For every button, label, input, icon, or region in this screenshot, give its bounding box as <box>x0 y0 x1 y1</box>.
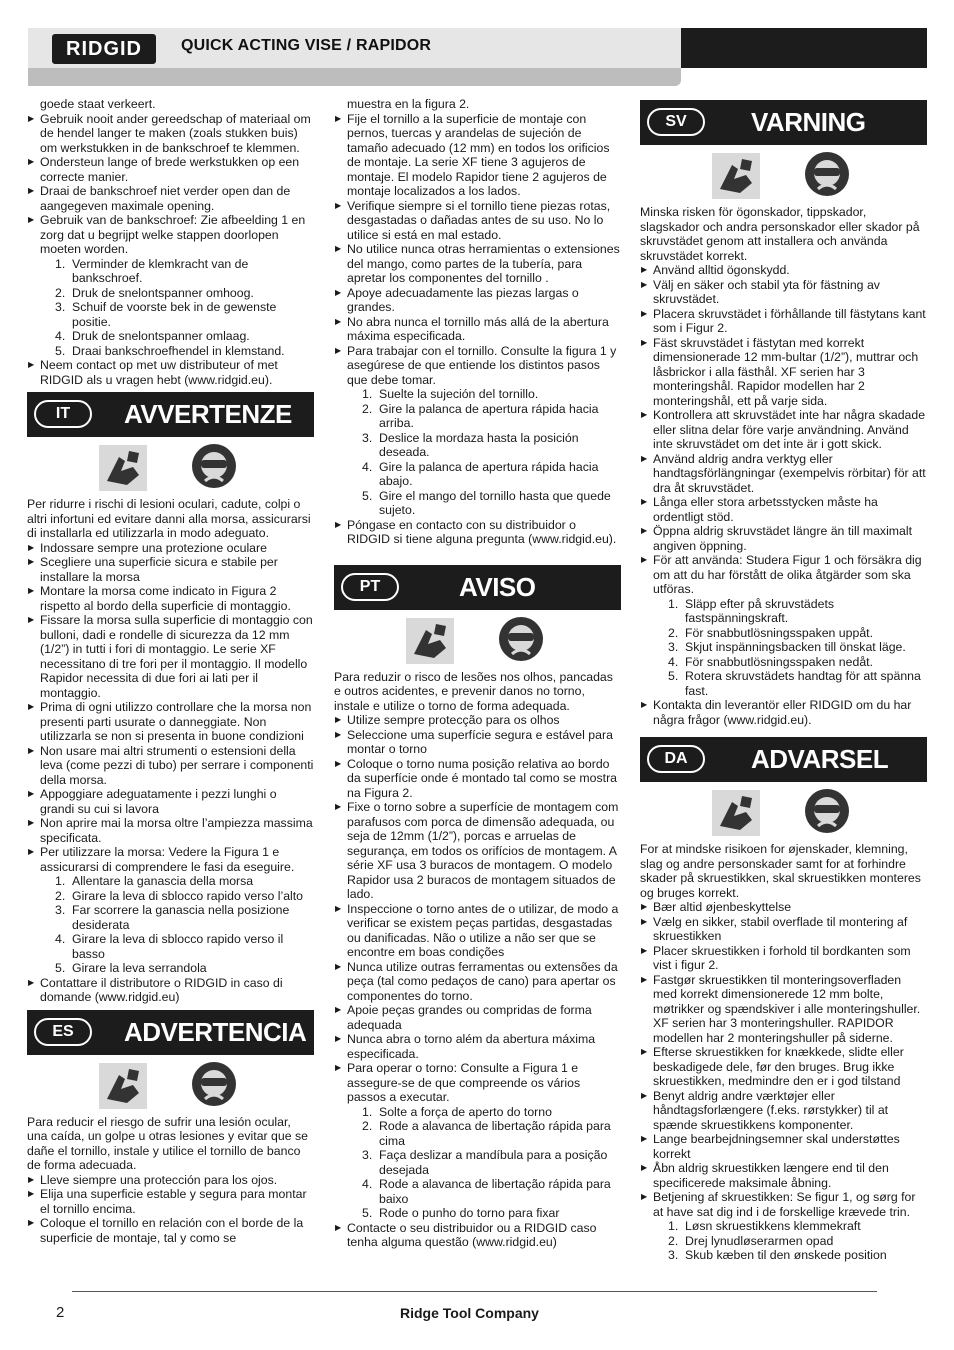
list-item: ▶ Gebruik van de bankschroef: Zie afbeelding 1 en zorg dat u begrijpt welke stappen doorlopen moeten worden. <box>27 213 314 257</box>
document-title: QUICK ACTING VISE / RAPIDOR <box>181 37 432 54</box>
list-item: ▶ Lange bearbejdningsemner skal understøttes korrekt <box>640 1132 927 1161</box>
header-grey-strip <box>28 68 681 86</box>
list-item: ▶ Välj en säker och stabil yta för fästning av skruvstädet. <box>640 278 927 307</box>
list-item: ▶ Bær altid øjenbeskyttelse <box>640 900 927 915</box>
warning-title-es: ADVERTENCIA <box>124 1016 307 1047</box>
step-item: 5. Rode o punho do torno para fixar <box>362 1206 560 1220</box>
language-code-es: ES <box>34 1018 92 1046</box>
list-item: ▶ Gebruik nooit ander gereedschap of materiaal om de hendel langer te maken (zoals stukken buis) om werkstukken in de bankschroef te klemmen. <box>27 112 314 156</box>
list-item: ▶ Fastgør skruestikken til monteringsoverfladen med korrekt dimensionerede 12 mm bolte, møtrikker og spændskiver i alle monteringshuller. XF serien har 3 monteringshuller. RAPIDOR modellen har 2 monteringshuller på siderne. <box>640 973 927 1046</box>
es-bullets-3 <box>334 518 621 547</box>
sv-bullets-1 <box>640 263 927 597</box>
list-item: ▶ Vælg en sikker, stabil overflade til montering af skruestikken <box>640 915 927 944</box>
da-bullets-1 <box>640 900 927 1219</box>
list-item: ▶ Fixe o torno sobre a superfície de montagem com parafusos com porca de dimensão adequada, ou seja de 12mm (1/2”), porcas e arruelas de segurança, em todos os orifícios de montagem. A série XF usa 3 buracos de montagem. O modelo Rapidor usa 2 buracos de montagem situados de lado. <box>334 800 621 902</box>
list-item: ▶ Utilize sempre protecção para os olhos <box>334 713 621 728</box>
list-item: ▶ Elija una superficie estable y segura para montar el tornillo encima. <box>27 1187 314 1216</box>
list-item: ▶ Verifique siempre si el tornillo tiene piezas rotas, desgastadas o dañadas antes de su uso. No lo utilice si está en mal estado. <box>334 199 621 243</box>
es-continued: muestra en la figura 2. <box>347 97 470 111</box>
list-item: ▶ Åbn aldrig skruestikken længere end til den specificerede maksimale åbning. <box>640 1161 927 1190</box>
pt-bullets-2 <box>334 1221 621 1250</box>
step-item: 1. Släpp efter på skruvstädets fastspänningskraft. <box>668 596 835 625</box>
warning-title-da: ADVARSEL <box>751 744 889 774</box>
sv-steps <box>640 597 927 699</box>
list-item: ▶ För att använda: Studera Figur 1 och försäkra dig om att du har förstått de olika åtgärder som ska utföras. <box>640 553 927 597</box>
list-item: ▶ Använd alltid ögonskydd. <box>640 263 927 278</box>
column-1 <box>27 97 314 1245</box>
list-item: ▶ Öppna aldrig skruvstädet längre än till maximalt angiven öppning. <box>640 524 927 553</box>
list-item: ▶ Inspeccione o torno antes de o utilizar, de modo a verificar se existem peças partidas, desgastadas ou danificadas. Não o utilize a não ser que se encontre em boas condições <box>334 902 621 960</box>
da-intro: For at mindske risikoen for øjenskader, klemning, slag og andre personskader samt for at forhindre skader på skruestikken, skal skruestikken monteres og bruges korrekt. <box>640 842 921 900</box>
list-item: ▶ Efterse skruestikken for knækkede, slidte eller beskadigede dele, før den bruges. Brug ikke skruestikken, medmindre den er i god tilstand <box>640 1045 927 1089</box>
list-item: ▶ Prima di ogni utilizzo controllare che la morsa non presenti parti usurate o danneggiate. Non utilizzarla se non si presenta in buone condizioni <box>27 700 314 744</box>
hand-pinch-warning-icon <box>712 153 760 199</box>
list-item: ▶ Apoye adecuadamente las piezas largas o grandes. <box>334 286 621 315</box>
nl-intro: goede staat verkeert. <box>40 97 156 111</box>
list-item: ▶ Non aprire mai la morsa oltre l’ampiezza massima specificata. <box>27 816 314 845</box>
nl-steps <box>27 257 314 359</box>
list-item: ▶ Scegliere una superficie sicura e stabile per installare la morsa <box>27 555 314 584</box>
language-code-it: IT <box>34 400 92 428</box>
nl-bullets-2 <box>27 358 314 387</box>
nl-bullets-1 <box>27 112 314 257</box>
da-steps <box>640 1219 927 1263</box>
language-code-da: DA <box>647 745 705 773</box>
step-item: 5. Draai bankschroefhendel in klemstand. <box>55 343 285 358</box>
list-item: ▶ Fije el tornillo a la superficie de montaje con pernos, tuercas y arandelas de sujeción de tamaño adecuado (12 mm) en todos los orificios de montaje. La serie XF tiene 3 agujeros de montaje. El modelo Rapidor tiene 2 agujeros de montaje localizados a los lados. <box>334 112 621 199</box>
list-item: ▶ Lleve siempre una protección para los ojos. <box>27 1173 314 1188</box>
warning-band-sv <box>640 100 927 145</box>
list-item: ▶ Fissare la morsa sulla superficie di montaggio con bulloni, dadi e rondelle di sicurezza da 12 mm (1/2”) in tutti i fori di montaggio. Le serie XF necessitano di tre fori per il montaggio. Il modello Rapidor necessita di due fori ai lati per il montaggio. <box>27 613 314 700</box>
step-item: 4. Druk de snelontspanner omlaag. <box>55 329 250 343</box>
step-item: 3. Schuif de voorste bek in de gewenste positie. <box>55 300 277 329</box>
step-item: 2. Druk de snelontspanner omhoog. <box>55 285 254 300</box>
list-item: ▶ Appoggiare adeguatamente i pezzi lunghi o grandi su cui si lavora <box>27 787 314 816</box>
eye-protection-icon <box>498 616 544 662</box>
list-item: ▶ Kontrollera att skruvstädet inte har några skadade eller slitna delar före varje användning. Använd inte skruvstädet om det inte är i gott skick. <box>640 408 927 452</box>
list-item: ▶ Benyt aldrig andre værktøjer eller håndtagsforlængere (f.eks. rørstykker) til at spænde skruestikkens komponenter. <box>640 1089 927 1133</box>
pt-intro: Para reduzir o risco de lesões nos olhos, pancadas e outros acidentes, e prevenir danos no torno, instale e utilize o torno de forma adequada. <box>334 669 613 713</box>
step-item: 5. Gire el mango del tornillo hasta que quede sujeto. <box>362 488 611 517</box>
footer-divider <box>72 1291 877 1292</box>
language-code-pt: PT <box>341 573 399 601</box>
list-item: ▶ Apoie peças grandes ou compridas de forma adequada <box>334 1003 621 1032</box>
warning-title-sv: VARNING <box>751 107 866 137</box>
list-item: ▶ Långa eller stora arbetsstycken måste ha ordentligt stöd. <box>640 495 927 524</box>
hand-pinch-warning-icon <box>99 1063 147 1109</box>
warning-title-pt: AVISO <box>459 571 536 602</box>
step-item: 4. Gire la palanca de apertura rápida hacia abajo. <box>362 459 599 488</box>
warning-title-it: AVVERTENZE <box>124 399 292 429</box>
pt-bullets-1 <box>334 713 621 1105</box>
hand-pinch-warning-icon <box>99 445 147 491</box>
eye-protection-icon <box>191 443 237 489</box>
list-item: ▶ Draai de bankschroef niet verder open dan de aangegeven maximale opening. <box>27 184 314 213</box>
list-item: ▶ Indossare sempre una protezione oculare <box>27 541 314 556</box>
list-item: ▶ Para trabajar con el tornillo. Consulte la figura 1 y asegúrese de que entiende los distintos pasos que debe tomar. <box>334 344 621 388</box>
list-item: ▶ Contattare il distributore o RIDGID in caso di domande (www.ridgid.eu) <box>27 976 314 1005</box>
list-item: ▶ Neem contact op met uw distributeur of met RIDGID als u vragen hebt (www.ridgid.eu). <box>27 358 314 387</box>
step-item: 5. Girare la leva serrandola <box>55 961 207 975</box>
step-item: 3. Deslice la mordaza hasta la posición deseada. <box>362 430 579 459</box>
list-item: ▶ Nunca abra o torno além da abertura máxima especificada. <box>334 1032 621 1061</box>
warning-band-es <box>27 1010 314 1055</box>
step-item: 2. Girare la leva di sblocco rapido verso l’alto <box>55 888 304 903</box>
step-item: 4. Rode a alavanca de libertação rápida para baixo <box>362 1177 611 1206</box>
safety-icons-pt <box>334 616 621 664</box>
step-item: 1. Allentare la ganascia della morsa <box>55 874 254 888</box>
es-bullets-1 <box>27 1173 314 1246</box>
list-item: ▶ Seleccione uma superfície segura e estável para montar o torno <box>334 728 621 757</box>
page-number: 2 <box>56 1304 65 1321</box>
eye-protection-icon <box>804 151 850 197</box>
list-item: ▶ Coloque el tornillo en relación con el borde de la superficie de montaje, tal y como se <box>27 1216 314 1245</box>
list-item: ▶ Para operar o torno: Consulte a Figura 1 e assegure-se de que compreende os vários passos a executar. <box>334 1061 621 1105</box>
language-code-sv: SV <box>647 108 705 136</box>
eye-protection-icon <box>804 788 850 834</box>
list-item: ▶ Fäst skruvstädet i fästytan med korrekt dimensionerade 12 mm-bultar (1/2”), muttrar och låsbrickor i alla fästhål. XF serien har 3 monteringshål. Rapidor modellen har 2 monteringshål, ett på varje sida. <box>640 336 927 409</box>
list-item: ▶ Nunca utilize outras ferramentas ou extensões da peça (tal como pedaços de cano) para apertar os componentes do torno. <box>334 960 621 1004</box>
warning-band-it <box>27 392 314 437</box>
list-item: ▶ No abra nunca el tornillo más allá de la abertura máxima especificada. <box>334 315 621 344</box>
step-item: 1. Løsn skruestikkens klemmekraft <box>668 1219 861 1233</box>
pt-steps <box>334 1105 621 1221</box>
safety-icons-es <box>27 1061 314 1109</box>
it-intro: Per ridurre i rischi di lesioni oculari, cadute, colpi o altri infortuni ed evitare danni alla morsa, assicurarsi di installarla ed utilizzarla in modo adeguato. <box>27 497 311 540</box>
step-item: 3. Skjut inspänningsbacken till önskat läge. <box>668 640 906 654</box>
step-item: 2. Rode a alavanca de libertação rápida para cima <box>362 1119 611 1148</box>
list-item: ▶ Betjening af skruestikken: Se figur 1, og sørg for at have sat dig ind i de forskellige krævede trin. <box>640 1190 927 1219</box>
step-item: 1. Suelte la sujeción del tornillo. <box>362 387 539 401</box>
step-item: 1. Solte a força de aperto do torno <box>362 1104 552 1119</box>
eye-protection-icon <box>191 1061 237 1107</box>
hand-pinch-warning-icon <box>712 790 760 836</box>
es-steps <box>334 387 621 518</box>
list-item: ▶ Använd aldrig andra verktyg eller handtagsförlängningar (exempelvis rörbitar) för att dra åt skruvstädet. <box>640 452 927 496</box>
column-3 <box>640 100 927 1263</box>
step-item: 5. Rotera skruvstädets handtag för att spänna fast. <box>668 669 921 698</box>
list-item: ▶ Kontakta din leverantör eller RIDGID om du har några frågor (www.ridgid.eu). <box>640 698 927 727</box>
list-item: ▶ No utilice nunca otras herramientas o extensiones del mango, como partes de la tubería, para apretar los componentes del tornillo . <box>334 242 621 286</box>
list-item: ▶ Póngase en contacto con su distribuidor o RIDGID si tiene alguna pregunta (www.ridgid.eu). <box>334 518 621 547</box>
ridgid-logo: RIDGID <box>52 34 156 64</box>
safety-icons-sv <box>640 151 927 199</box>
it-bullets-2 <box>27 976 314 1005</box>
list-item: ▶ Placera skruvstädet i förhållande till fästytans kant som i Figur 2. <box>640 307 927 336</box>
it-steps <box>27 874 314 976</box>
step-item: 3. Far scorrere la ganascia nella posizione desiderata <box>55 903 290 932</box>
list-item: ▶ Montare la morsa come indicato in Figura 2 rispetto al bordo della superficie di montaggio. <box>27 584 314 613</box>
es-bullets-2 <box>334 112 621 388</box>
list-item: ▶ Placer skruestikken i forhold til bordkanten som vist i figur 2. <box>640 944 927 973</box>
step-item: 4. Girare la leva di sblocco rapido verso il basso <box>55 932 284 961</box>
warning-band-da <box>640 737 927 782</box>
step-item: 2. Drej lynudløserarmen opad <box>668 1233 834 1248</box>
list-item: ▶ Ondersteun lange of brede werkstukken op een correcte manier. <box>27 155 314 184</box>
list-item: ▶ Coloque o torno numa posição relativa ao bordo da superfície onde é montado tal como se mostra na Figura 2. <box>334 757 621 801</box>
step-item: 3. Faça deslizar a mandíbula para a posição desejada <box>362 1148 608 1177</box>
safety-icons-da <box>640 788 927 836</box>
safety-icons-it <box>27 443 314 491</box>
footer-company: Ridge Tool Company <box>400 1305 539 1321</box>
step-item: 4. För snabbutlösningsspaken nedåt. <box>668 654 873 669</box>
list-item: ▶ Per utilizzare la morsa: Vedere la Figura 1 e assicurarsi di comprendere le fasi da eseguire. <box>27 845 314 874</box>
list-item: ▶ Contacte o seu distribuidor ou a RIDGID caso tenha alguma questão (www.ridgid.eu) <box>334 1221 621 1250</box>
header-dark-panel <box>681 28 927 68</box>
step-item: 2. Gire la palanca de apertura rápida hacia arriba. <box>362 401 599 430</box>
it-bullets-1 <box>27 541 314 875</box>
hand-pinch-warning-icon <box>406 618 454 664</box>
es-intro: Para reducir el riesgo de sufrir una lesión ocular, una caída, un golpe u otras lesiones y evitar que se dañe el tornillo, instale y utilice el tornillo de banco de forma adecuada. <box>27 1114 308 1172</box>
warning-band-pt <box>334 565 621 610</box>
step-item: 2. För snabbutlösningsspaken uppåt. <box>668 625 873 640</box>
step-item: 1. Verminder de klemkracht van de bankschroef. <box>55 256 249 285</box>
column-2 <box>334 97 621 1250</box>
list-item: ▶ Non usare mai altri strumenti o estensioni della leva (come pezzi di tubo) per serrare i componenti della morsa. <box>27 744 314 788</box>
sv-bullets-2 <box>640 698 927 727</box>
sv-intro: Minska risken för ögonskador, tippskador, slagskador och andra personskador eller skador på skruvstädet genom att installera och använda skruvstädet korrekt. <box>640 205 920 263</box>
step-item: 3. Skub kæben til den ønskede position <box>668 1248 887 1262</box>
